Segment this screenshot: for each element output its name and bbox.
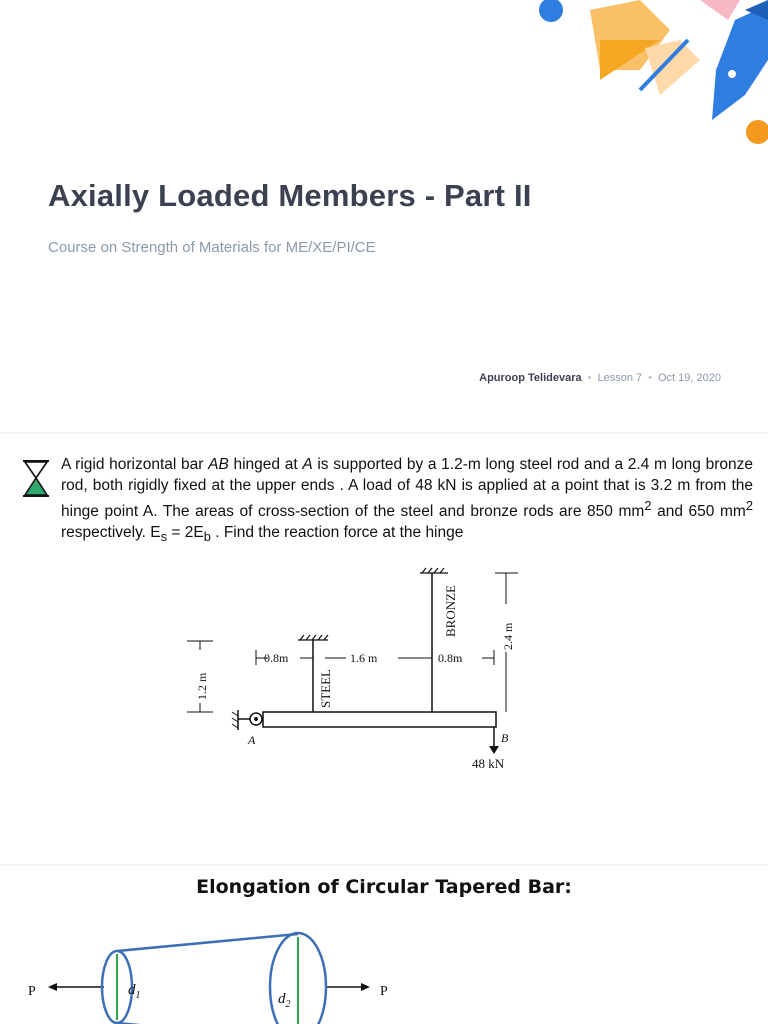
left-load-label: P (28, 984, 36, 999)
dim-mid-label: 1.6 m (350, 651, 378, 665)
problem-text: b (203, 528, 211, 544)
lesson-meta (479, 372, 721, 384)
problem-text: 2 (644, 498, 652, 513)
bronze-length-label: 2.4 m (501, 622, 515, 650)
problem-statement (61, 455, 753, 547)
hinge-support (232, 710, 262, 730)
problem-text: A (302, 456, 313, 473)
dim-right-label: 0.8m (438, 651, 463, 665)
right-load-arrowhead (361, 983, 370, 991)
problem-text: s (160, 528, 168, 544)
dim-left-label: 0.8m (264, 651, 289, 665)
pencil-decoration-icon (508, 0, 768, 150)
bronze-label: BRONZE (443, 585, 458, 637)
title-slide (0, 0, 768, 432)
point-a-label: A (248, 733, 256, 747)
problem-text: and 650 mm (651, 503, 746, 521)
d2-label: $d_2$ (278, 991, 291, 1010)
problem-text: is supported by a 1.2-m long steel rod and a 2.4 m long bronze rod, both rigidly fixed at the upper ends . A load of 48 kN is applied at a point that is 3.2 m from the hinge point A. The areas of cross-section of the steel and bronze rods are 850 mm (61, 456, 753, 521)
author-name: Apuroop Telidevara (479, 372, 582, 384)
load-arrowhead (489, 746, 499, 754)
bronze-fixed-support (420, 568, 448, 573)
d1-label: $d_1$ (128, 982, 141, 1001)
rigid-bar-diagram (180, 562, 540, 782)
course-subtitle: Course on Strength of Materials for ME/XE/PI/CE (48, 239, 376, 256)
tapered-bar-diagram (0, 920, 768, 1024)
steel-length-label: 1.2 m (195, 672, 209, 700)
problem-text: = 2E (167, 523, 204, 541)
section-heading: Elongation of Circular Tapered Bar: (196, 876, 572, 898)
problem-text: respectively. E (61, 523, 161, 541)
point-b-label: B (501, 731, 509, 745)
load-label: 48 kN (472, 756, 505, 771)
problem-text: 2 (745, 498, 754, 513)
problem-text: hinged at (228, 456, 303, 473)
rigid-bar (263, 712, 496, 727)
lesson-number: Lesson 7 (597, 372, 643, 384)
separator-dot: • (587, 372, 592, 384)
lesson-title: Axially Loaded Members - Part II (48, 178, 532, 213)
problem-text: . Find the reaction force at the hinge (210, 523, 464, 541)
problem-text: A rigid horizontal bar (61, 456, 209, 473)
separator-dot: • (648, 372, 652, 384)
steel-label: STEEL (318, 669, 333, 708)
left-load-arrowhead (48, 983, 57, 991)
lesson-date: Oct 19, 2020 (658, 372, 721, 384)
problem-text: AB (208, 456, 229, 473)
hourglass-icon (21, 460, 51, 498)
right-load-label: P (380, 984, 388, 999)
steel-fixed-support (298, 635, 328, 640)
